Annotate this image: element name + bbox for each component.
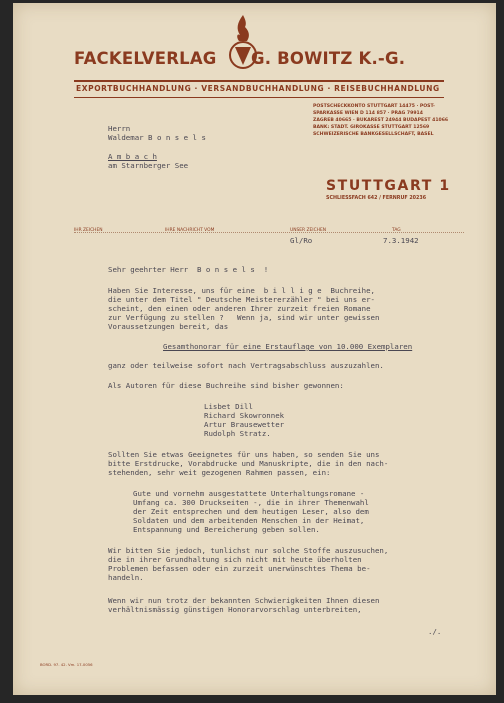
body-line: die in ihrer Grundhaltung sich nicht mit heute überholten — [108, 555, 362, 564]
body-line: handeln. — [108, 573, 144, 582]
body-line: verhältnismässig günstigen Honorarvorschlag unterbreiten, — [108, 605, 362, 614]
print-footer: BORD. 97. 42. Vm. 17-0056 — [40, 662, 93, 667]
body-line: Entspannung und Bereicherung geben sollen. — [133, 525, 320, 534]
ref-divider — [74, 232, 464, 233]
recipient-region: am Starnberger See — [108, 161, 189, 170]
body-line: Soldaten und dem arbeitenden Menschen in der Heimat, — [133, 516, 365, 525]
recipient-salutation: Herrn — [108, 124, 131, 133]
body-line: Problemen befassen oder ein zurzeit unerwünschtes Thema be- — [108, 564, 371, 573]
letterhead-subline: EXPORTBUCHHANDLUNG · VERSANDBUCHHANDLUNG · REISEBUCHHANDLUNG — [76, 84, 440, 93]
body-line: Haben Sie Interesse, uns für eine b i l l i g e Buchreihe, — [108, 286, 375, 295]
recipient-name: Waldemar B o n s e l s — [108, 133, 206, 142]
author-item: Lisbet Dill — [204, 402, 253, 411]
firm-name-right: G. BOWITZ K.-G. — [251, 49, 406, 68]
ref-label-ihr-zeichen: IHR ZEICHEN — [74, 228, 103, 233]
bank-line: SCHWEIZERISCHE BANKGESELLSCHAFT, BASEL — [313, 132, 434, 137]
letterhead-rule-bottom — [74, 97, 444, 98]
bank-line: ZAGREB 40665 · BUKAREST 24944 BUDAPEST 41066 — [313, 118, 449, 123]
body-line: der Zeit entsprechen und dem heutigen Leser, also dem — [133, 507, 369, 516]
city-name: STUTTGART 1 — [326, 178, 451, 194]
body-line: bitte Erstdrucke, Vorabdrucke und Manuskripte, die in den nach- — [108, 459, 389, 468]
body-line: Wenn wir nun trotz der bekannten Schwierigkeiten Ihnen diesen — [108, 596, 380, 605]
body-line: die unter dem Titel " Deutsche Meistererzähler " bei uns er- — [108, 295, 375, 304]
body-line: stehenden, sehr weit gezogenen Rahmen passen, ein: — [108, 468, 331, 477]
body-line: zur Verfügung zu stellen ? Wenn ja, sind wir unter gewissen — [108, 313, 380, 322]
author-item: Rudolph Stratz. — [204, 429, 271, 438]
postal-address: SCHLIESSFACH 642 / FERNRUF 20236 — [326, 196, 427, 201]
recipient-place: A m b a c h — [108, 152, 157, 161]
ref-date-value: 7.3.1942 — [383, 236, 419, 245]
honorar-line: Gesamthonorar für eine Erstauflage von 10.000 Exemplaren — [163, 342, 413, 351]
ref-label-tag: TAG — [392, 228, 401, 233]
letterhead-rule-top — [74, 80, 444, 82]
body-line: scheint, den einen oder anderen Ihrer zurzeit freien Romane — [108, 304, 371, 313]
firm-name-left: FACKELVERLAG — [74, 49, 217, 68]
body-line: Wir bitten Sie jedoch, tunlichst nur solche Stoffe auszusuchen, — [108, 546, 389, 555]
body-line: Sollten Sie etwas Geeignetes für uns haben, so senden Sie uns — [108, 450, 380, 459]
body-line: Gute und vornehm ausgestattete Unterhaltungsromane - — [133, 489, 365, 498]
bank-line: POSTSCHECKKONTO STUTTGART 14475 · POST- — [313, 104, 435, 109]
body-line: Als Autoren für diese Buchreihe sind bisher gewonnen: — [108, 381, 344, 390]
body-line: Voraussetzungen bereit, das — [108, 322, 229, 331]
ref-label-ihre-nachricht: IHRE NACHRICHT VOM — [165, 228, 215, 233]
author-item: Artur Brausewetter — [204, 420, 285, 429]
continuation-mark: ./. — [428, 627, 442, 636]
body-line: ganz oder teilweise sofort nach Vertragsabschluss auszuzahlen. — [108, 361, 384, 370]
body-line: Umfang ca. 300 Druckseiten -, die in ihrer Themenwahl — [133, 498, 369, 507]
ref-label-unser-zeichen: UNSER ZEICHEN — [290, 228, 327, 233]
author-item: Richard Skowronnek — [204, 411, 285, 420]
ref-unser-zeichen-value: Gl/Ro — [290, 236, 313, 245]
bank-line: SPARKASSE WIEN D 114 857 · PRAG 79914 — [313, 111, 423, 116]
bank-line: BANK: STADT. GIROKASSE STUTTGART 12569 — [313, 125, 430, 130]
letter-salutation: Sehr geehrter Herr B o n s e l s ! — [108, 265, 269, 274]
